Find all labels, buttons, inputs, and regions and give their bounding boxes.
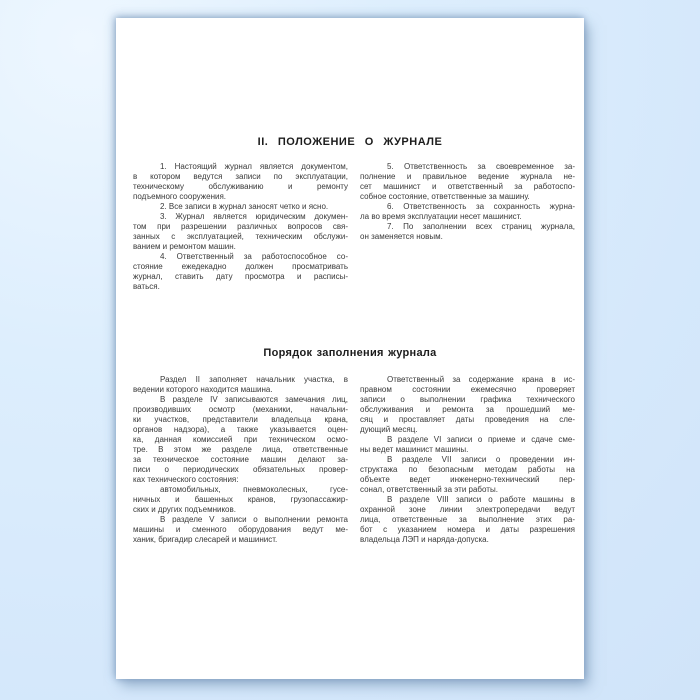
text-line: В разделе IV записываются замечания лиц, [160,395,348,404]
text-line: машины и сменного оборудования ведут ме- [133,525,348,534]
text-line: владельца ЛЭП и наряда-допуска. [360,535,489,544]
text-line: дующий месяц. [360,425,418,434]
text-line: обслуживания и ремонта за прошедший ме- [360,405,575,414]
text-line: автомобильных, пневмоколесных, гусе- [160,485,348,494]
text-line: 5. Ответственность за своевременное за- [387,162,575,171]
section-filling-procedure [133,375,575,545]
text-line: 6. Ответственность за сохранность журна- [387,202,575,211]
text-line: 7. По заполнении всех страниц журнала, [387,222,575,231]
text-line: 2. Все записи в журнал заносят четко и ясно. [160,202,329,211]
text-line: в котором ведутся записи по эксплуатации, [133,172,348,181]
text-line: объекте ведет инженерно-технический пер- [360,475,575,484]
text-line: бот с указанием номера и даты разрешения [360,525,575,534]
text-line: техническому обслуживанию и ремонту [133,182,348,191]
text-line: 4. Ответственный за работоспособное со- [160,252,348,261]
text-column-left [133,162,348,292]
text-line: собное состояние, ответственные за машину. [360,192,530,201]
text-line: ских и других подъемников. [133,505,236,514]
text-line: стояние ежедекадно должен просматривать [133,262,348,271]
text-line: тре. В этом же разделе лица, ответственные [133,445,348,454]
text-line: ны ведет машинист машины. [360,445,469,454]
section-title-filling-procedure: Порядок заполнения журнала [263,347,437,359]
text-line: ничных и башенных кранов, грузопассажир- [133,495,348,504]
text-line: лица, ответственные за выполнение этих ра- [360,515,575,524]
text-line: В разделе VII записи о проведении ин- [387,455,575,464]
text-line: ведении которого находится машина. [133,385,273,394]
text-line: В разделе V записи о выполнении ремонта [160,515,348,524]
text-line: подъемного сооружения. [133,192,227,201]
text-line: занных с эксплуатацией, техническим обслужи- [133,232,348,241]
text-line: ла во время эксплуатации несет машинист. [360,212,522,221]
text-line: 3. Журнал является юридическим докумен- [160,212,348,221]
text-line: 1. Настоящий журнал является документом, [160,162,348,171]
text-line: полнение и правильное ведение журнала не- [360,172,575,181]
text-line: органов надзора), а также указывается оцен- [133,425,348,434]
text-line: сет машинист и ответственный за работоспо- [360,182,575,191]
text-line: охранной зоне линии электропередачи ведут [360,505,575,514]
text-line: ки участков, представители владельца крана, [133,415,348,424]
text-column-right [360,162,575,292]
text-line: ваться. [133,282,160,291]
text-line: том при разрешении различных вопросов свя- [133,222,348,231]
text-line: сяц и проставляет даты проведения на сле- [360,415,575,424]
text-line: ка, данная комиссией при техническом осмо- [133,435,348,444]
text-line: писи о периодических обязательных провер- [133,465,348,474]
text-line: ханик, бригадир слесарей и машинист. [133,535,278,544]
text-line: сонал, ответственный за эти работы. [360,485,498,494]
text-line: ках технического состояния: [133,475,239,484]
text-column-right [360,375,575,545]
text-line: производивших осмотр (механики, начальни- [133,405,348,414]
text-line: Раздел II заполняет начальник участка, в [160,375,348,384]
text-line: журнал, ставить дату просмотра и расписы- [133,272,348,281]
text-line: В разделе VI записи о приеме и сдаче сме- [387,435,575,444]
text-line: за техническое состояние машин делают за- [133,455,348,464]
text-line: он заменяется новым. [360,232,443,241]
text-line: В разделе VIII записи о работе машины в [387,495,575,504]
section-title-main: II. ПОЛОЖЕНИЕ О ЖУРНАЛЕ [257,136,443,148]
text-line: Ответственный за содержание крана в ис- [387,375,575,384]
section-regulation [133,162,575,292]
text-column-left [133,375,348,545]
text-line: записи о выполнении графика технического [360,395,575,404]
text-line: ванием и ремонтом машин. [133,242,236,251]
text-line: правном состоянии ежемесячно проверяет [360,385,575,394]
document-page [116,18,584,679]
text-line: структажа по безопасным методам работы на [360,465,575,474]
